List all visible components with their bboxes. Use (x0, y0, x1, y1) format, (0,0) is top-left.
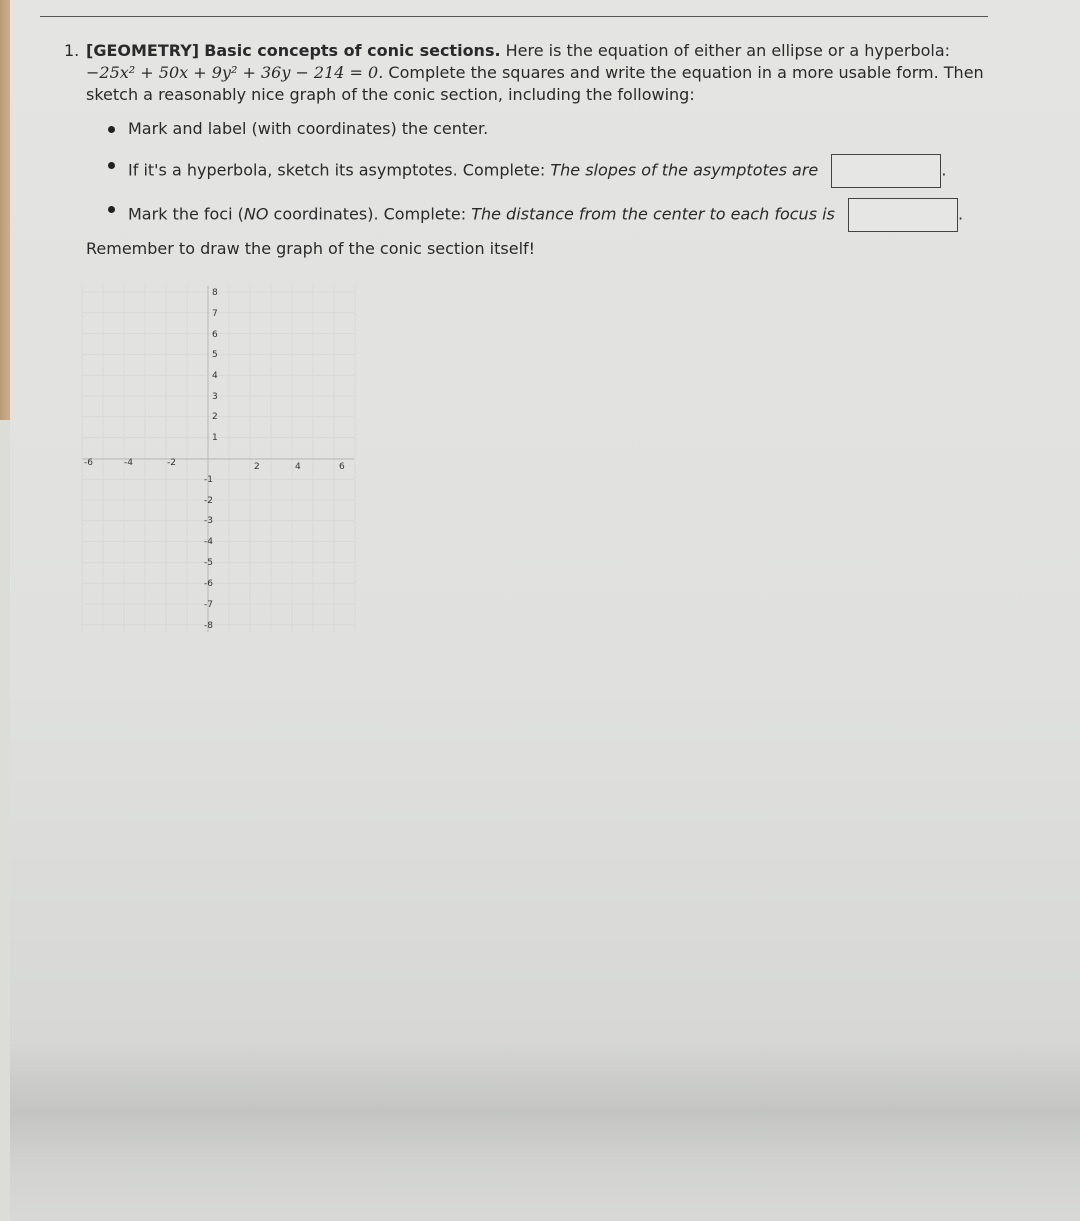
requirements-list (64, 118, 990, 238)
foci-no-emphasis: NO (243, 204, 269, 224)
y-tick-label: 7 (212, 309, 218, 319)
conic-equation: −25x² + 50x + 9y² + 36y − 214 = 0. (86, 63, 384, 82)
x-tick-label: 4 (295, 462, 301, 472)
y-tick-label: -1 (204, 475, 213, 485)
problem-instruction-2: sketch a reasonably nice graph of the conic section, including the following: (86, 85, 695, 104)
problem-line-2 (64, 62, 990, 84)
center-instruction: Mark and label (with coordinates) the center. (128, 119, 489, 138)
problem-instruction-1: Complete the squares and write the equation in a more usable form. Then (388, 63, 984, 82)
y-tick-label: -4 (204, 537, 213, 547)
y-tick-label: -2 (204, 496, 213, 506)
y-tick-label: -8 (204, 621, 213, 631)
problem-number: 1. (64, 41, 80, 60)
focus-distance-answer-box[interactable] (848, 198, 958, 232)
list-item-asymptotes: If it's a hyperbola, sketch its asymptotes. Complete: The slopes of the asymptotes are . (106, 154, 990, 198)
x-tick-label: 6 (339, 462, 345, 472)
foci-prompt: The distance from the center to each focus is (471, 204, 835, 224)
foci-instruction-b: coordinates). Complete: (268, 204, 467, 224)
y-tick-label: -5 (204, 558, 213, 568)
y-tick-label: 5 (212, 350, 218, 360)
y-tick-label: 6 (212, 330, 218, 340)
y-tick-label: 1 (212, 433, 218, 443)
problem-intro: Here is the equation of either an ellipse or a hyperbola: (505, 41, 951, 60)
x-tick-label: 2 (254, 462, 260, 472)
x-tick-label: -2 (167, 458, 176, 468)
problem-tag: [GEOMETRY] (86, 41, 200, 60)
x-tick-label: -4 (124, 458, 133, 468)
bullet-icon (108, 206, 115, 213)
y-tick-label: 2 (212, 412, 218, 422)
bullet-icon (108, 162, 115, 169)
problem-line-1 (64, 40, 990, 62)
asymptote-slopes-answer-box[interactable] (831, 154, 941, 188)
problem-line-3 (64, 84, 990, 106)
problem-1 (64, 40, 990, 260)
bullet-icon (108, 126, 115, 133)
asymptotes-prompt: The slopes of the asymptotes are (550, 160, 819, 180)
y-tick-label: -7 (204, 600, 213, 610)
y-tick-label: -6 (204, 579, 213, 589)
problem-heading: Basic concepts of conic sections. (204, 41, 501, 60)
top-rule (40, 16, 988, 17)
y-tick-label: -3 (204, 516, 213, 526)
foci-instruction-a: Mark the foci ( (128, 204, 244, 224)
remember-note: Remember to draw the graph of the conic section itself! (86, 239, 536, 258)
coordinate-grid[interactable] (78, 282, 358, 638)
x-tick-label: -6 (84, 458, 93, 468)
list-item-center (106, 118, 990, 154)
y-tick-label: 3 (212, 392, 218, 402)
asymptotes-instruction: If it's a hyperbola, sketch its asymptotes. Complete: (128, 160, 546, 180)
y-tick-label: 8 (212, 288, 218, 298)
y-tick-label: 4 (212, 371, 218, 381)
list-item-foci: Mark the foci (NO coordinates). Complete: The distance from the center to each focus is . (106, 198, 990, 238)
